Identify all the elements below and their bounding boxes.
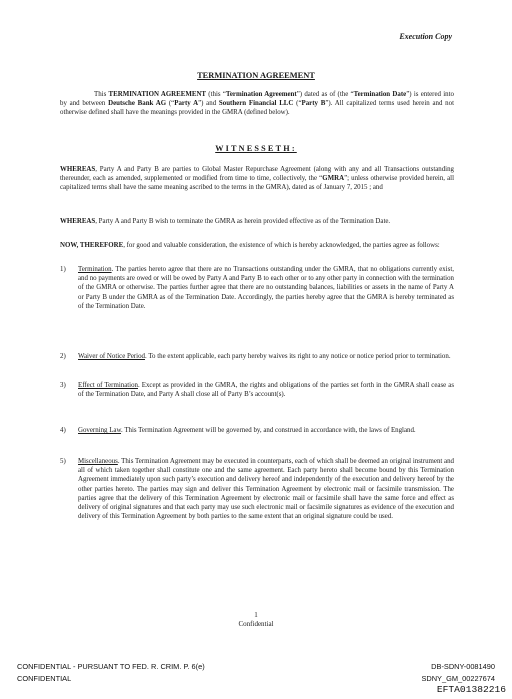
section-text: . This Termination Agreement will be governed by, and construed in accordance with, the laws of England.	[121, 427, 416, 434]
section-heading: Termination	[78, 266, 112, 273]
section-heading: Miscellaneous	[78, 458, 118, 465]
section-waiver-of-notice	[60, 352, 454, 361]
section-governing-law	[60, 426, 454, 435]
footer-confidential: CONFIDENTIAL	[17, 674, 72, 683]
page-number: 1	[254, 611, 258, 619]
intro-paragraph: This TERMINATION AGREEMENT (this “Termination Agreement”) dated as of (the “Termination Date”) is entered into by and between Deutsche Bank AG (“Party A”) and Southern Financial LLC (“Party B”). All capitalized terms used herein and not otherwise defined shall have the meanings provided in the GMRA (defined below).	[60, 91, 454, 117]
section-text: . To the extent applicable, each party hereby waives its right to any notice or notice period prior to termination.	[145, 353, 451, 360]
section-text: . This Termination Agreement may be executed in counterparts, each of which shall be deemed an original instrument and all of which taken together shall constitute one and the same agreement. Each party hereto shall become bound by this Termination Agreement immediately upon such party’s execution and delivery hereof and independently of the execution and delivery hereof by the other parties hereto. The parties may sign and deliver this Termination Agreement by electronic mail or facsimile transmission. The parties agree that the delivery of this Termination Agreement by electronic mail or facsimile shall have the same force and effect as delivery of original signatures and that each party may use such electronic mail or facsimile signatures as evidence of the execution and delivery of this Termination Agreement by both parties to the same extent that an original signature could be used.	[78, 458, 454, 521]
footer-bates-sdny: SDNY_GM_00227674	[421, 674, 495, 683]
section-termination	[60, 265, 454, 311]
document-title: TERMINATION AGREEMENT	[197, 71, 315, 80]
section-number: 2)	[60, 353, 66, 360]
footer-bates-db: DB-SDNY-0081490	[431, 662, 495, 671]
section-effect-of-termination	[60, 381, 454, 399]
section-number: 1)	[60, 266, 66, 273]
execution-copy-label: Execution Copy	[399, 32, 452, 41]
section-number: 4)	[60, 427, 66, 434]
footer-efta-number: EFTA01382216	[436, 684, 506, 695]
section-miscellaneous	[60, 457, 454, 521]
now-therefore-paragraph: NOW, THEREFORE, for good and valuable consideration, the existence of which is hereby acknowledged, the parties agree as follows:	[60, 242, 440, 249]
whereas-paragraph-1: WHEREAS, Party A and Party B are parties to Global Master Repurchase Agreement (along with any and all Transactions outstanding thereunder, each as amended, supplemented or modified from time to time, collectively, the “GMRA”; unless otherwise provided herein, all capitalized terms shall have the same meaning ascribed to the terms in the GMRA), dated as of January 7, 2015 ; and	[60, 166, 454, 192]
section-heading: Waiver of Notice Period	[78, 353, 145, 360]
section-text: . The parties hereto agree that there are no Transactions outstanding under the GMRA, that no obligations currently exist, and no payments are owed or will be owed by Party A and Party B to each other or to any other party in connection with the termination of the GMRA or otherwise. The parties further agree that there are no outstanding balances, liabilities or assets in the name of Party A or Party B under the GMRA as of the Termination Date. Accordingly, the parties hereby agree that the GMRA is hereby terminated as of the Termination Date.	[78, 266, 454, 310]
section-text: . Except as provided in the GMRA, the rights and obligations of the parties set forth in the GMRA shall cease as of the Termination Date, and Party A shall close all of Party B’s account(s).	[78, 382, 455, 399]
footer-confidential-rule: CONFIDENTIAL - PURSUANT TO FED. R. CRIM. P. 6(e)	[17, 662, 205, 671]
section-heading: Governing Law	[78, 427, 121, 434]
witnesseth-heading: WITNESSETH:	[215, 144, 297, 153]
section-heading: Effect of Termination	[78, 382, 138, 389]
section-number: 3)	[60, 382, 66, 389]
section-number: 5)	[60, 458, 66, 465]
whereas-paragraph-2: WHEREAS, Party A and Party B wish to terminate the GMRA as herein provided effective as of the Termination Date.	[60, 218, 391, 225]
confidential-label: Confidential	[238, 620, 274, 628]
